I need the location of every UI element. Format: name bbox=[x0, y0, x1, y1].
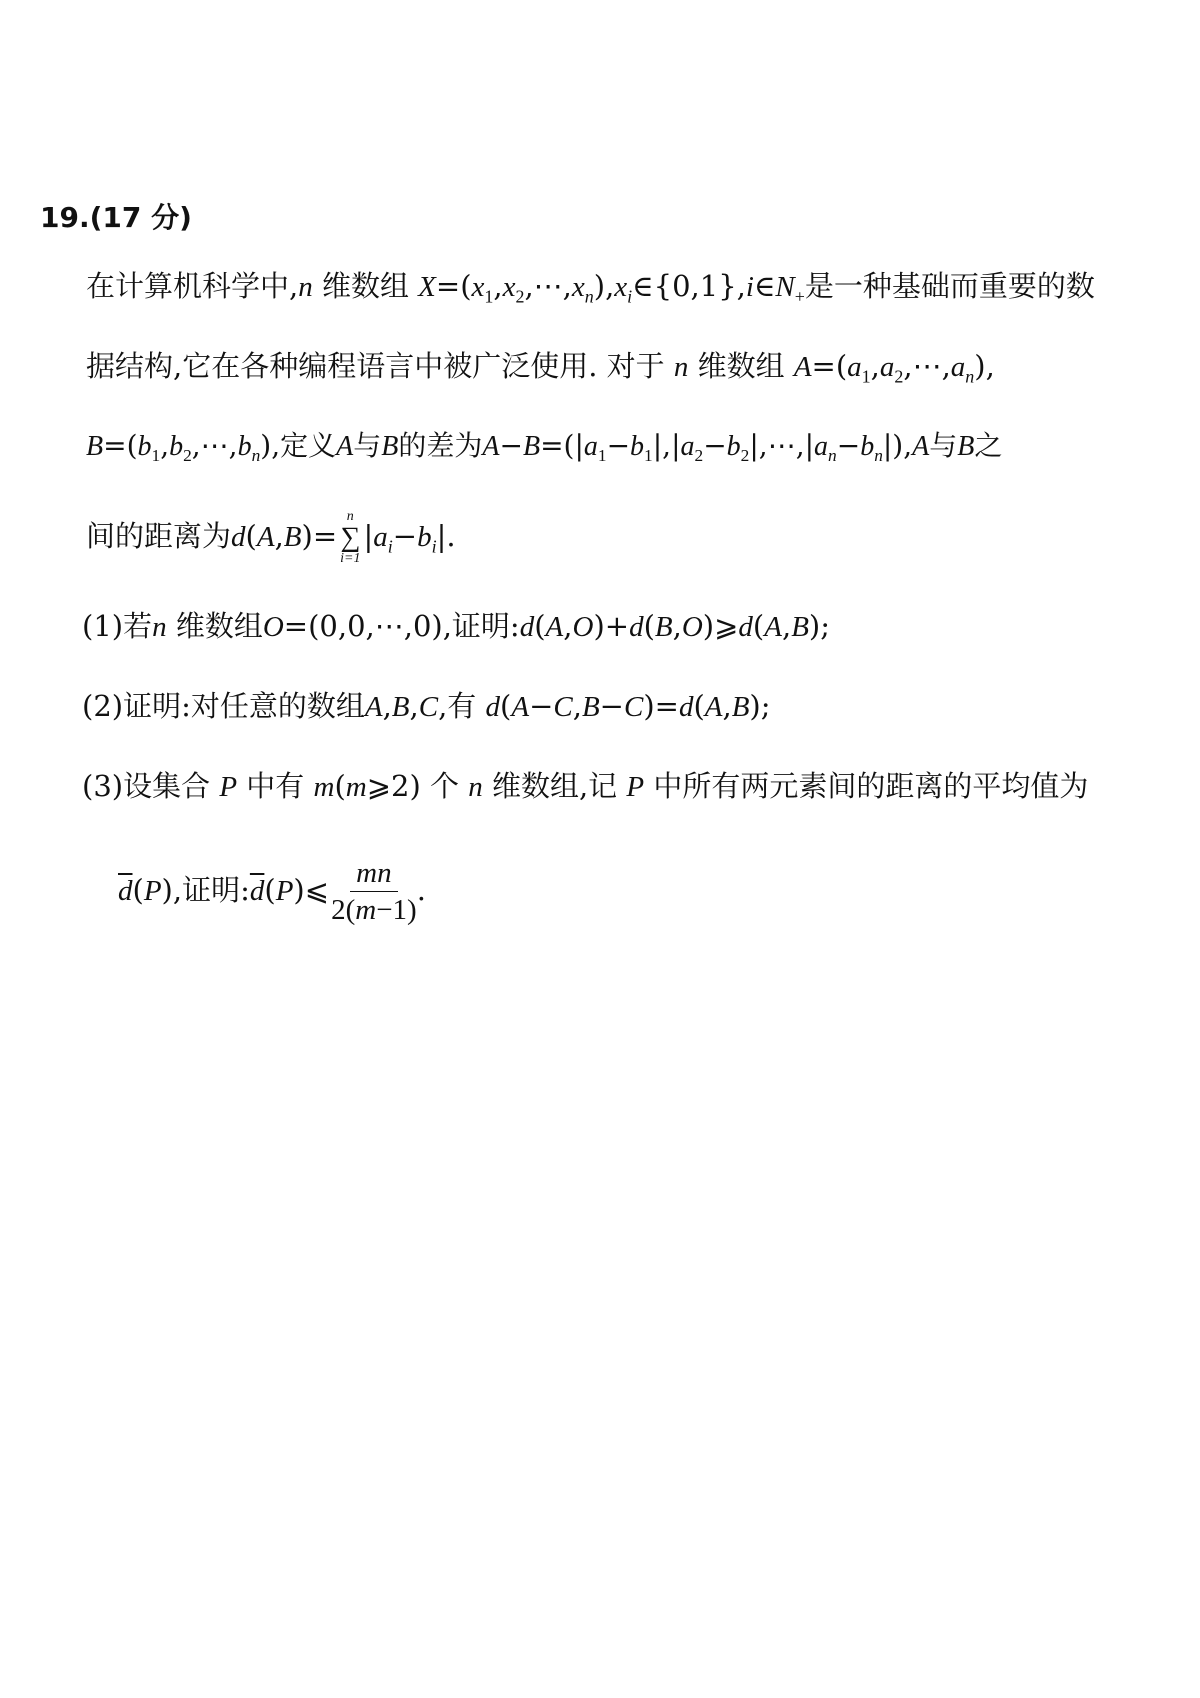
problem-number: 19. bbox=[40, 201, 90, 234]
statement-line-3: $B=(b_1,b_2,\cdots,b_n)$,定义A与B的差为$A-B=(|a_1-b_1|,|a_2-b_2|,\cdots,|a_n-b_n|),A$与B之 bbox=[86, 429, 1003, 466]
statement-line-2: 据结构,它在各种编程语言中被广泛使用. 对于 n 维数组 $A=(a_1,a_2,\cdots,a_n)$, bbox=[86, 349, 995, 387]
question-1: (1)若n 维数组O=(0,0,⋯,0),证明:d(A,O)+d(B,O)⩾d(A,B); bbox=[82, 609, 830, 643]
question-3: (3)设集合 P 中有 m(m⩾2) 个 n 维数组,记 P 中所有两元素间的距离的平均值为 bbox=[82, 769, 1089, 803]
problem-points: (17 分) bbox=[89, 201, 192, 234]
question-3-line-2: $\overline{d}(P)$,证明$:\overline{d}(P)⩽$ $\frac{mn}{2(m-1)}$ . bbox=[118, 857, 426, 927]
statement-line-4: 间的距离为d(A,B)= n ∑ i=1 $|a_i-b_i|$. bbox=[86, 509, 456, 566]
question-2: (2)证明:对任意的数组A,B,C,有 d(A−C,B−C)=d(A,B); bbox=[82, 689, 771, 723]
statement-line-1: 在计算机科学中,n 维数组 $X=(x_1,x_2,\cdots,x_n),x_i\in\{0,1\},i\in N_+$是一种基础而重要的数 bbox=[86, 269, 1095, 307]
fraction-bound: $\frac{mn}{2(m-1)}$ bbox=[331, 857, 417, 927]
problem-header bbox=[40, 201, 192, 234]
summation-symbol: n ∑ i=1 bbox=[340, 509, 361, 566]
